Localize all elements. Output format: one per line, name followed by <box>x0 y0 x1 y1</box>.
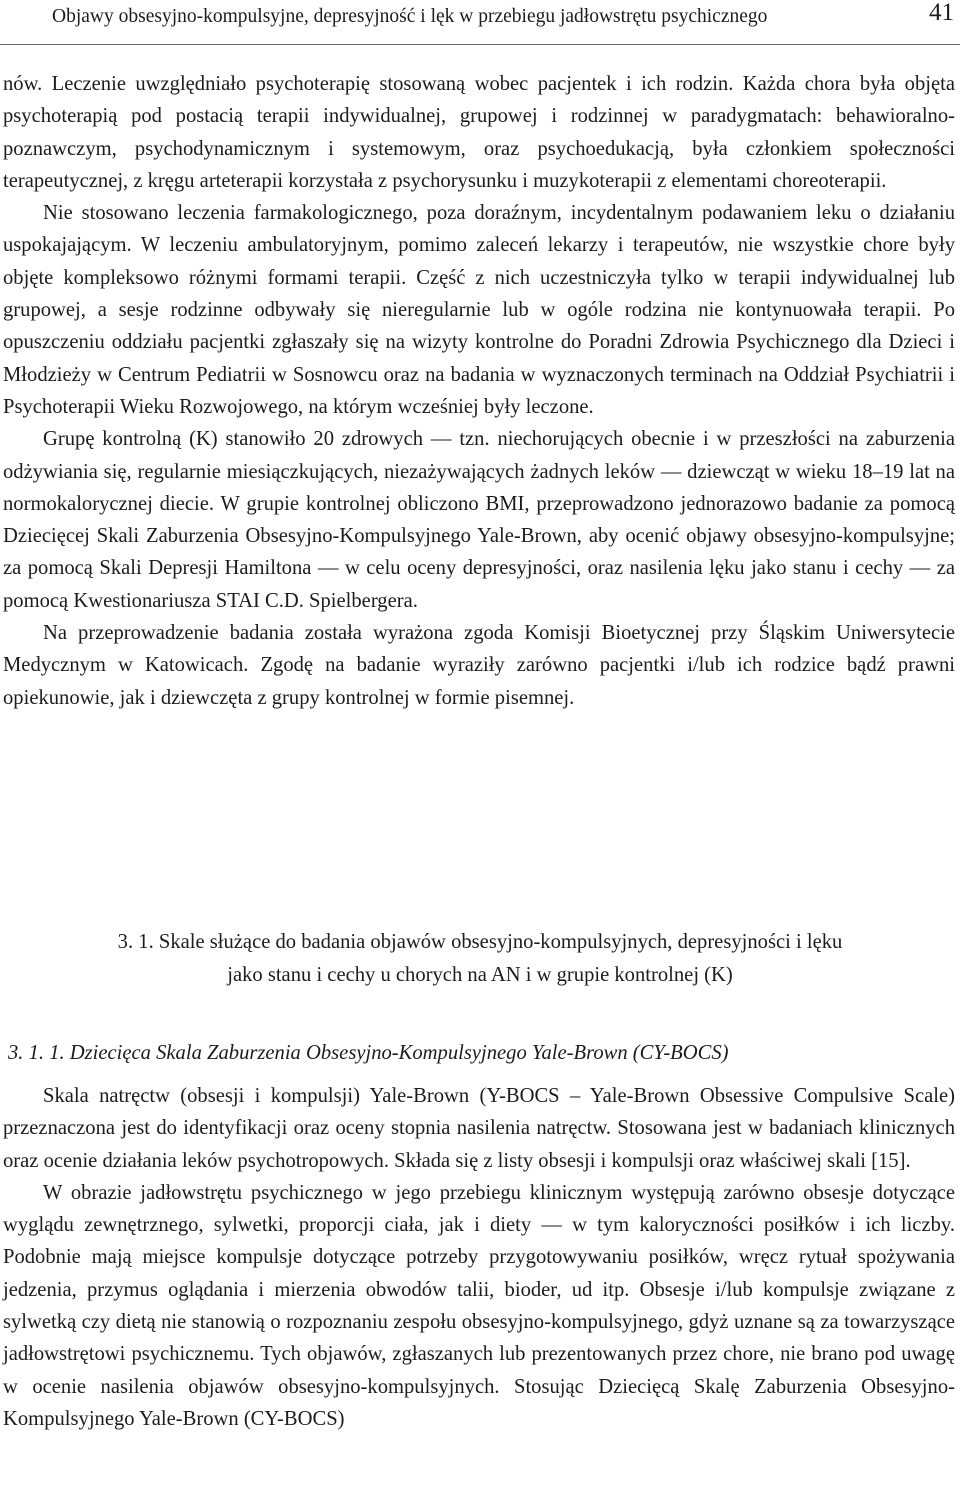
body-text-bottom <box>3 1080 955 1435</box>
paragraph: W obrazie jadłowstrętu psychicznego w jego przebiegu klinicznym występują zarówno obsesje dotyczące wyglądu zewnętrznego, sylwetki, proporcji ciała, jak i diety — w tym kaloryczności posiłków i ich liczby. Podobnie mają miejsce kompulsje dotyczące potrzeby przygotowywaniu posiłków, wręcz rytuał spożywania jedzenia, przymus oglądania i mierzenia obwodów talii, bioder, ud itp. Obsesje i/lub kompulsje związane z sylwetką czy dietą nie stanowią o rozpoznaniu zespołu obsesyjno-kompulsyjnego, gdyż uznane są za towarzyszące jadłowstrętowi psychicznemu. Tych objawów, zgłaszanych lub prezentowanych przez chore, nie brano pod uwagę w ocenie nasilenia objawów obsesyjno-kompulsyjnych. Stosując Dziecięcą Skalę Zaburzenia Obsesyjno-Kompulsyjnego Yale-Brown (CY-BOCS) <box>3 1181 955 1430</box>
running-head-title: Objawy obsesyjno-kompulsyjne, depresyjność i lęk w przebiegu jadłowstrętu psychicznego <box>52 6 768 27</box>
paragraph: nów. Leczenie uwzględniało psychoterapię stosowaną wobec pacjentek i ich rodzin. Każda chora była objęta psychoterapią pod postacią terapii indywidualnej, grupowej i rodzinnej w paradygmatach: behawioralno-poznawczym, psychodynamicznym i systemowym, oraz psychoedukacją, była członkiem społeczności terapeutycznej, z kręgu arteterapii korzystała z psychorysunku i muzykoterapii z elementami choreoterapii. <box>3 73 955 192</box>
subsection-heading: 3. 1. 1. Dziecięca Skala Zaburzenia Obsesyjno-Kompulsyjnego Yale-Brown (CY-BOCS) <box>8 1042 729 1064</box>
body-text-top <box>3 68 955 714</box>
paragraph: Nie stosowano leczenia farmakologicznego, poza doraźnym, incydentalnym podawaniem leku o działaniu uspokajającym. W leczeniu ambulatoryjnym, pomimo zaleceń lekarzy i terapeutów, nie wszystkie chore były objęte kompleksowo różnymi formami terapii. Część z nich uczestniczyła tylko w terapii indywidualnej lub grupowej, a sesje rodzinne odbywały się nieregularnie lub w ogóle rodzina nie kontynuowała terapii. Po opuszczeniu oddziału pacjentki zgłaszały się na wizyty kontrolne do Poradni Zdrowia Psychicznego dla Dzieci i Młodzieży w Centrum Pediatrii w Sosnowcu oraz na badania w wyznaczonych terminach na Oddział Psychiatrii i Psychoterapii Wieku Rozwojowego, na którym wcześniej były leczone. <box>3 202 955 418</box>
page-number: 41 <box>929 0 954 26</box>
section-heading-line-2: jako stanu i cechy u chorych na AN i w grupie kontrolnej (K) <box>227 963 733 986</box>
running-head <box>52 0 954 34</box>
header-rule <box>0 44 960 45</box>
paragraph: Grupę kontrolną (K) stanowiło 20 zdrowych — tzn. niechorujących obecnie i w przeszłości na zaburzenia odżywiania się, regularnie miesiączkujących, niezażywających żadnych leków — dziewcząt w wieku 18–19 lat na normokalorycznej diecie. W grupie kontrolnej obliczono BMI, przeprowadzono jednorazowo badanie za pomocą Dziecięcej Skali Zaburzenia Obsesyjno-Kompulsyjnego Yale-Brown, aby ocenić objawy obsesyjno-kompulsyjne; za pomocą Skali Depresji Hamiltona — w celu oceny depresyjności, oraz nasilenia lęku jako stanu i cechy — za pomocą Kwestionariusza STAI C.D. Spielbergera. <box>3 428 955 612</box>
paragraph: Na przeprowadzenie badania została wyrażona zgoda Komisji Bioetycznej przy Śląskim Uniwersytecie Medycznym w Katowicach. Zgodę na badanie wyraziły zarówno pacjentki i/lub ich rodzice bądź prawni opiekunowie, jak i dziewczęta z grupy kontrolnej w formie pisemnej. <box>3 622 955 709</box>
section-heading <box>0 926 960 991</box>
section-heading-line-1: 3. 1. Skale służące do badania objawów obsesyjno-kompulsyjnych, depresyjności i lęku <box>117 931 843 953</box>
paragraph: Skala natręctw (obsesji i kompulsji) Yale-Brown (Y-BOCS – Yale-Brown Obsessive Compulsive Scale) przeznaczona jest do identyfikacji oraz oceny stopnia nasilenia natręctw. Stosowana jest w badaniach klinicznych oraz ocenie działania leków psychotropowych. Składa się z listy obsesji i kompulsji oraz właściwej skali [15]. <box>3 1085 955 1172</box>
